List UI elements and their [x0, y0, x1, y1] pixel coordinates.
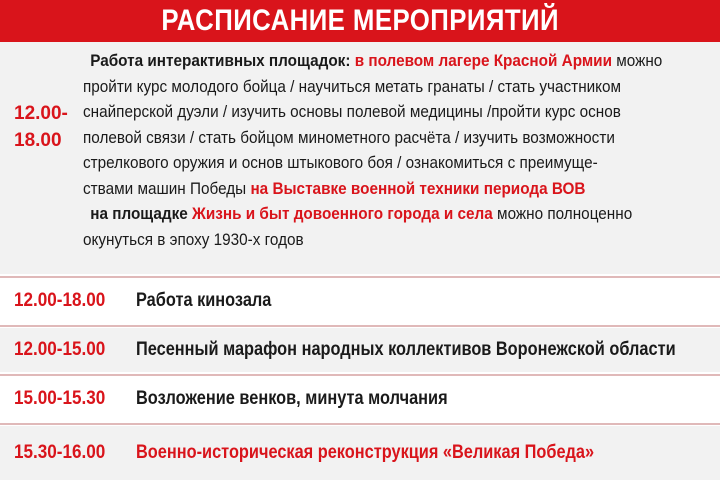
desc-line-1 — [83, 48, 715, 74]
desc-line-7-suffix: можно полноценно — [492, 204, 633, 223]
event-time: 15.00-15.30 — [14, 388, 106, 409]
event-text: Работа кинозала — [136, 290, 272, 311]
event-time: 12.00-18.00 — [14, 290, 106, 311]
desc-line-7 — [83, 201, 715, 227]
desc-line-7-highlight: Жизнь и быт довоенного города и села — [192, 204, 493, 223]
title-bar — [0, 0, 720, 42]
separator — [0, 276, 720, 278]
desc-line-6-highlight: на Выставке военной техники периода ВОВ — [250, 178, 586, 198]
desc-line-2: пройти курс молодого бойца / научиться метать гранаты / стать участником — [83, 76, 622, 96]
event-time: 15.30-16.00 — [14, 442, 106, 463]
main-event-description — [83, 48, 715, 252]
event-row — [0, 426, 720, 480]
desc-line-3: снайперской дуэли / изучить основы полевой медицины /пройти курс основ — [83, 102, 621, 121]
desc-line-1-highlight: в полевом лагере Красной Армии — [354, 51, 612, 70]
desc-line-1-prefix: Работа интерактивных площадок: — [90, 51, 355, 70]
event-text: Песенный марафон народных коллективов Воронежской области — [136, 339, 676, 360]
main-event-time-end: 18.00 — [14, 130, 62, 151]
separator — [0, 423, 720, 425]
desc-line-7-prefix: на площадке — [90, 204, 193, 223]
separator — [0, 325, 720, 327]
event-row — [0, 377, 720, 421]
main-event-time-start: 12.00- — [14, 103, 68, 124]
event-text: Военно-историческая реконструкция «Великая Победа» — [136, 442, 595, 463]
event-text: Возложение венков, минута молчания — [136, 388, 448, 409]
main-event-block — [0, 42, 720, 274]
page-title: РАСПИСАНИЕ МЕРОПРИЯТИЙ — [161, 4, 559, 37]
desc-line-1-suffix: можно — [611, 51, 663, 70]
desc-line-6-prefix: ствами машин Победы — [83, 178, 251, 198]
event-row — [0, 328, 720, 372]
main-event-time — [14, 100, 68, 154]
separator — [0, 374, 720, 376]
event-time: 12.00-15.00 — [14, 339, 106, 360]
event-row — [0, 279, 720, 323]
desc-line-6 — [83, 176, 715, 202]
desc-line-8: окунуться в эпоху 1930-х годов — [83, 229, 304, 249]
desc-line-4: полевой связи / стать бойцом минометного расчёта / изучить возможности — [83, 127, 615, 147]
desc-line-5: стрелкового оружия и основ штыкового боя / ознакомиться с преимуще- — [83, 153, 598, 172]
